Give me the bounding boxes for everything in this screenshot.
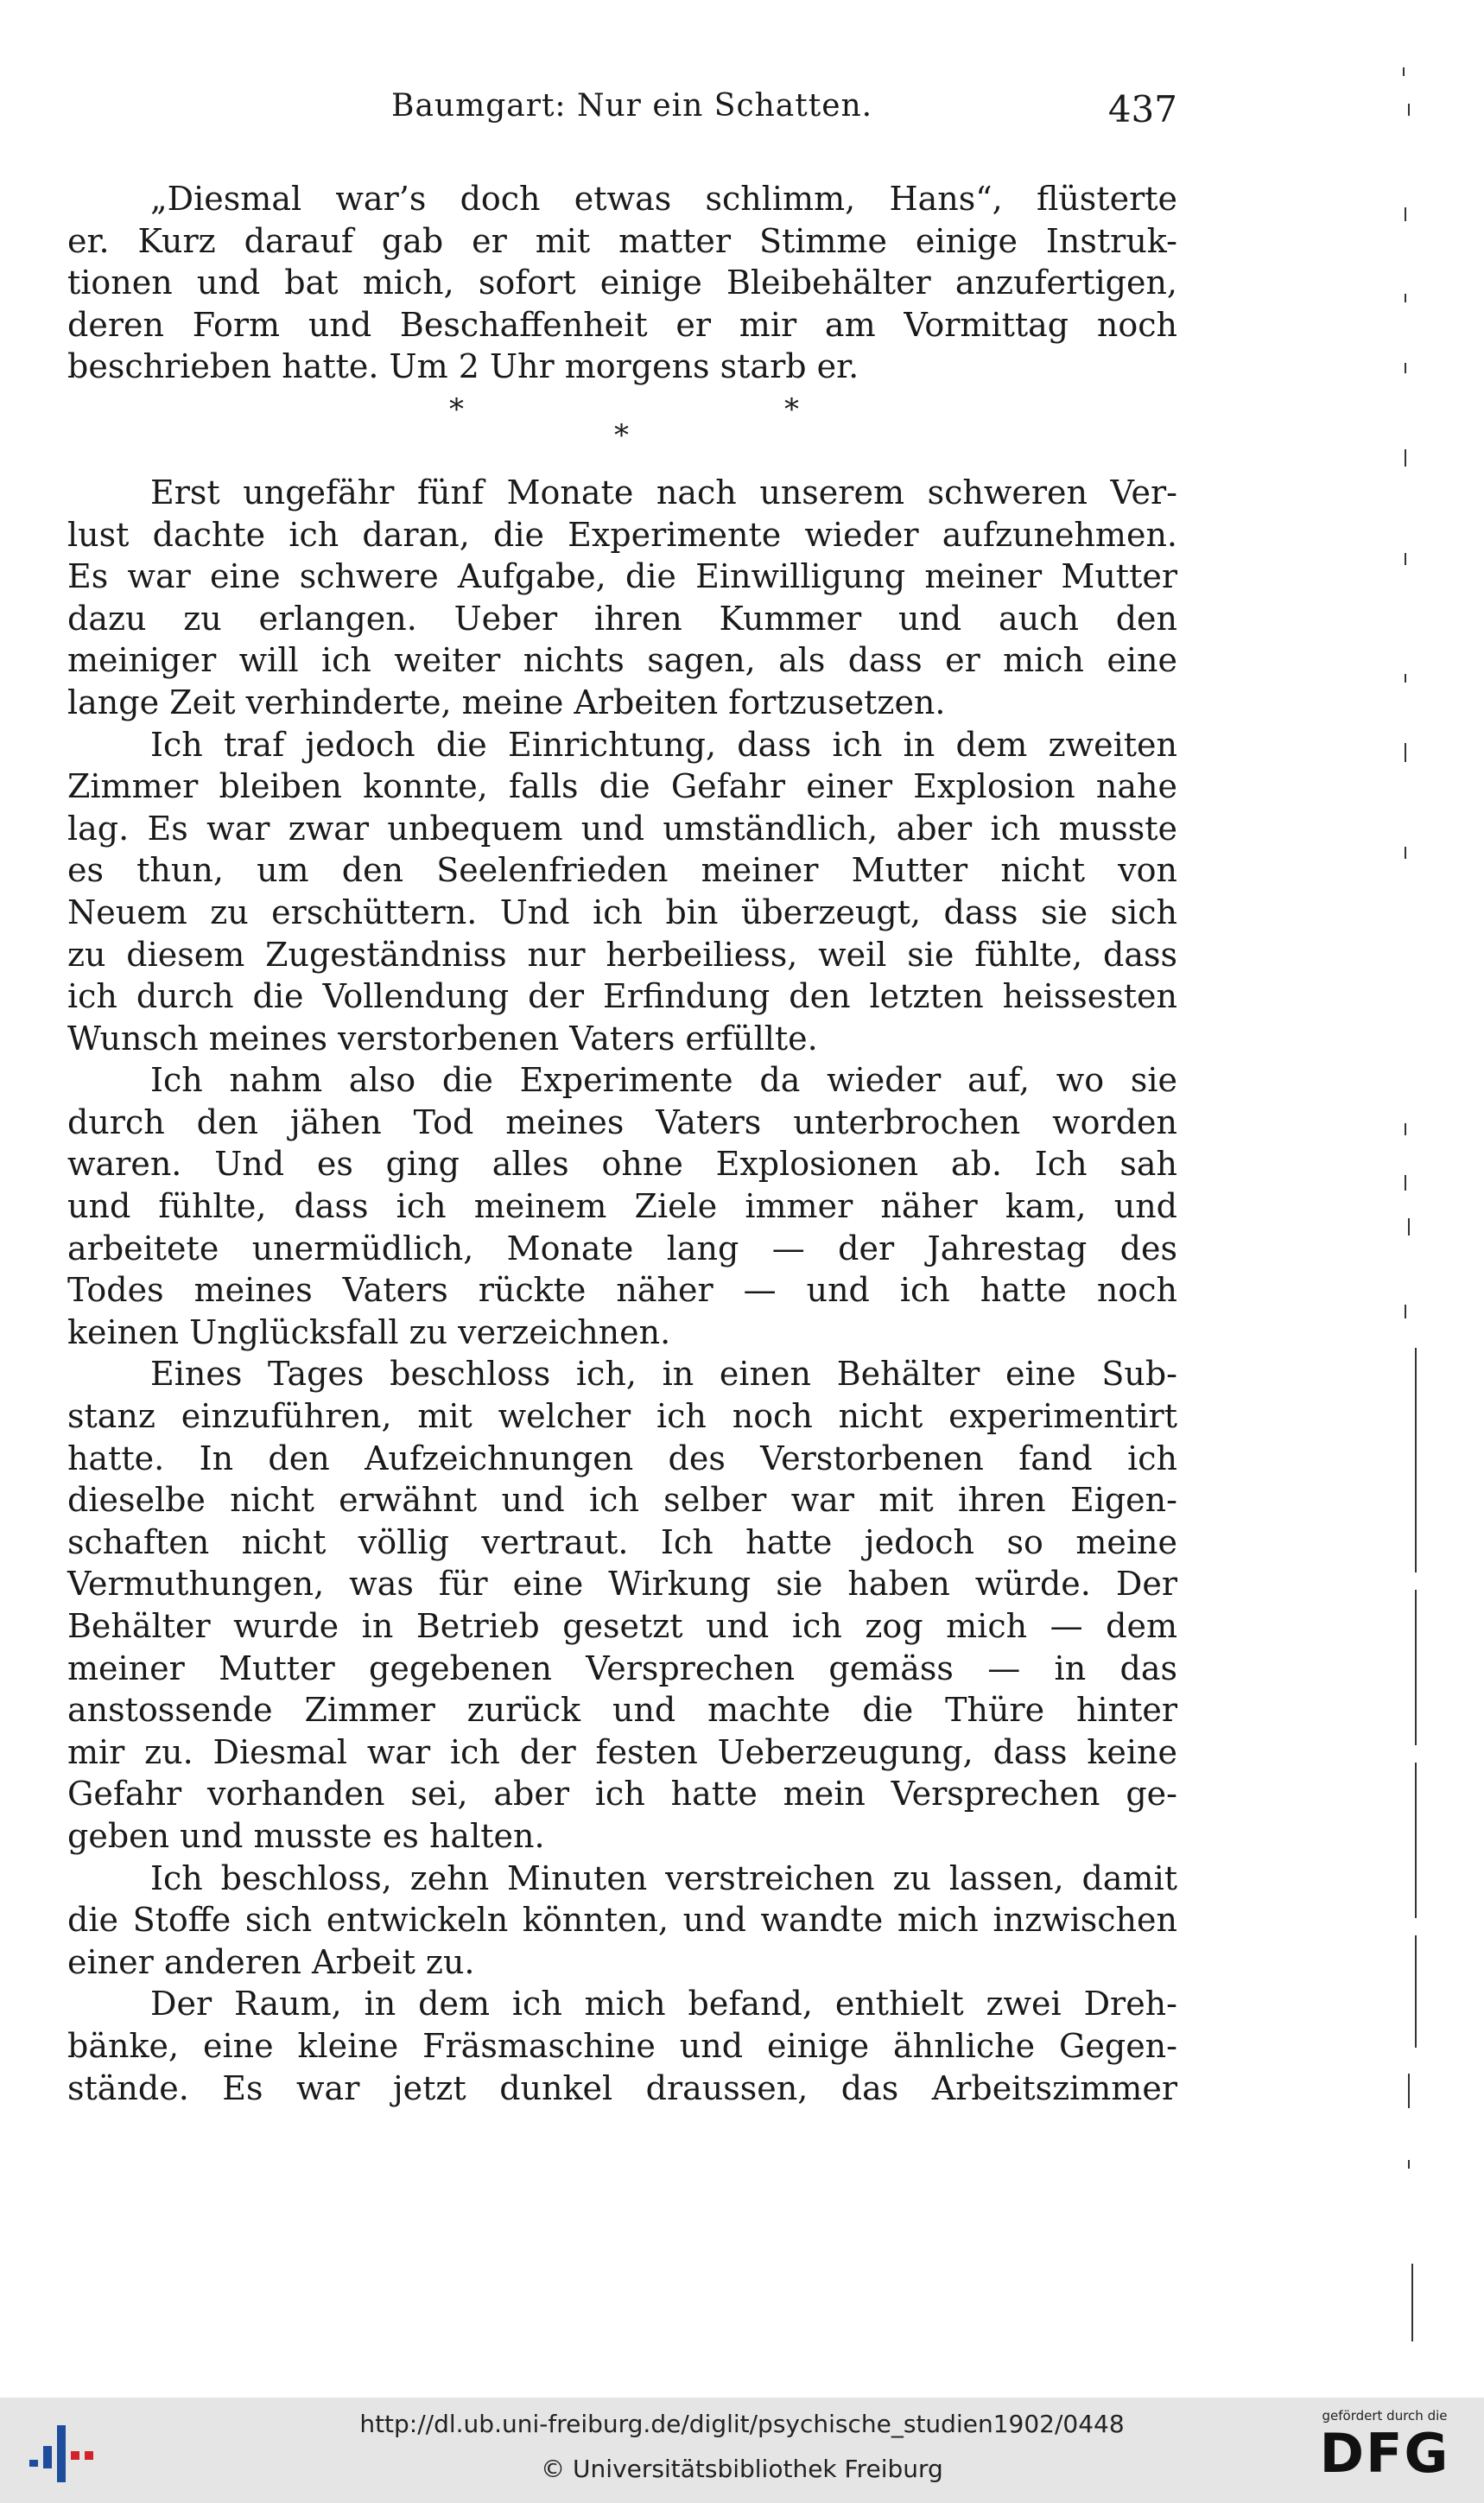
paragraph xyxy=(67,178,1177,388)
viewer-footer xyxy=(0,2398,1484,2503)
scan-mark xyxy=(1405,294,1406,302)
text-line: tionen und bat mich, sofort einige Bleibehälter anzufertigen, xyxy=(67,264,1177,302)
scan-mark xyxy=(1405,674,1406,683)
scan-mark xyxy=(1415,1935,1417,2048)
paragraph xyxy=(67,1983,1177,2109)
scan-mark xyxy=(1405,1175,1406,1191)
text-line: meiniger will ich weiter nichts sagen, als dass er mich eine xyxy=(67,641,1177,680)
text-line: meiner Mutter gegebenen Versprechen gemäss — in das xyxy=(67,1649,1177,1687)
text-line: waren. Und es ging alles ohne Explosionen ab. Ich sah xyxy=(67,1145,1177,1184)
text-line: hatte. In den Aufzeichnungen des Verstorbenen fand ich xyxy=(67,1439,1177,1477)
text-line: Es war eine schwere Aufgabe, die Einwilligung meiner Mutter xyxy=(67,557,1177,596)
text-line: Zimmer bleiben konnte, falls die Gefahr einer Explosion nahe xyxy=(67,767,1177,806)
asterisk: * xyxy=(449,391,464,427)
text-line: die Stoffe sich entwickeln könnten, und wandte mich inzwischen xyxy=(67,1901,1177,1940)
text-line: durch den jähen Tod meines Vaters unterbrochen worden xyxy=(67,1102,1177,1141)
text-line: Der Raum, in dem ich mich befand, enthielt zwei Dreh- xyxy=(150,1985,1177,2023)
paragraph xyxy=(67,1353,1177,1857)
scan-mark xyxy=(1405,553,1406,565)
text-line: Wunsch meines verstorbenen Vaters erfüllte. xyxy=(67,1019,818,1058)
scan-mark xyxy=(1405,1123,1406,1135)
scan-mark xyxy=(1405,743,1406,762)
text-line: einer anderen Arbeit zu. xyxy=(67,1942,475,1981)
text-line: „Diesmal war’s doch etwas schlimm, Hans“, flüsterte xyxy=(150,180,1177,218)
text-line: lag. Es war zwar unbequem und umständlich, aber ich musste xyxy=(67,809,1177,848)
text-line: Behälter wurde in Betrieb gesetzt und ich zog mich — dem xyxy=(67,1607,1177,1645)
text-line: Ich nahm also die Experimente da wieder auf, wo sie xyxy=(150,1061,1177,1100)
scan-mark xyxy=(1405,363,1406,373)
dfg-wordmark: DFG xyxy=(1319,2422,1450,2485)
document-url[interactable]: http://dl.ub.uni-freiburg.de/diglit/psychische_studien1902/0448 xyxy=(359,2410,1125,2438)
text-line: bänke, eine kleine Fräsmaschine und einige ähnliche Gegen- xyxy=(67,2026,1177,2065)
asterisk: * xyxy=(784,391,799,427)
text-line: Todes meines Vaters rückte näher — und ich hatte noch xyxy=(67,1271,1177,1310)
text-line: mir zu. Diesmal war ich der festen Ueberzeugung, dass keine xyxy=(67,1732,1177,1771)
scan-mark xyxy=(1408,2074,1410,2108)
text-line: arbeitete unermüdlich, Monate lang — der Jahrestag des xyxy=(67,1229,1177,1267)
text-line: stände. Es war jetzt dunkel draussen, das Arbeitszimmer xyxy=(67,2068,1177,2107)
copyright-notice: © Universitätsbibliothek Freiburg xyxy=(541,2455,943,2483)
text-line: Neuem zu erschüttern. Und ich bin überzeugt, dass sie sich xyxy=(67,893,1177,931)
body-text xyxy=(67,178,1177,2109)
text-line: geben und musste es halten. xyxy=(67,1816,545,1855)
scan-mark xyxy=(1415,1763,1417,1918)
text-line: stanz einzuführen, mit welcher ich noch nicht experimentirt xyxy=(67,1397,1177,1436)
scan-mark xyxy=(1405,449,1406,467)
text-line: Ich beschloss, zehn Minuten verstreichen zu lassen, damit xyxy=(150,1858,1177,1897)
scan-mark xyxy=(1408,2160,1410,2169)
text-line: Erst ungefähr fünf Monate nach unserem schweren Ver- xyxy=(150,473,1177,511)
dfg-logo xyxy=(1303,2408,1467,2494)
text-line: dazu zu erlangen. Ueber ihren Kummer und auch den xyxy=(67,599,1177,638)
asterisk: * xyxy=(614,417,629,453)
text-line: lange Zeit verhinderte, meine Arbeiten fortzusetzen. xyxy=(67,683,946,721)
scan-mark xyxy=(1408,104,1410,116)
scan-mark xyxy=(1405,207,1406,221)
text-line: schaften nicht völlig vertraut. Ich hatte jedoch so meine xyxy=(67,1522,1177,1561)
funding-caption: gefördert durch die xyxy=(1322,2408,1448,2424)
text-line: Eines Tages beschloss ich, in einen Behälter eine Sub- xyxy=(150,1355,1177,1394)
running-head-title: Baumgart: Nur ein Schatten. xyxy=(391,88,873,124)
text-line: keinen Unglücksfall zu verzeichnen. xyxy=(67,1312,671,1351)
text-line: deren Form und Beschaffenheit er mir am Vormittag noch xyxy=(67,305,1177,344)
text-line: er. Kurz darauf gab er mit matter Stimme einige Instruk- xyxy=(67,221,1177,260)
text-line: es thun, um den Seelenfrieden meiner Mutter nicht von xyxy=(67,851,1177,890)
paragraph xyxy=(67,1059,1177,1353)
text-line: anstossende Zimmer zurück und machte die Thüre hinter xyxy=(67,1691,1177,1730)
text-line: Vermuthungen, was für eine Wirkung sie haben würde. Der xyxy=(67,1565,1177,1604)
text-line: lust dachte ich daran, die Experimente wieder aufzunehmen. xyxy=(67,515,1177,554)
paragraph xyxy=(67,472,1177,724)
scan-edge-marks xyxy=(1382,52,1434,2350)
text-line: ich durch die Vollendung der Erfindung den letzten heissesten xyxy=(67,977,1177,1016)
text-line: Ich traf jedoch die Einrichtung, dass ich in dem zweiten xyxy=(150,725,1177,764)
paragraph xyxy=(67,724,1177,1060)
text-line: Gefahr vorhanden sei, aber ich hatte mein Versprechen ge- xyxy=(67,1775,1177,1814)
text-line: beschrieben hatte. Um 2 Uhr morgens starb er. xyxy=(67,347,859,386)
text-line: und fühlte, dass ich meinem Ziele immer näher kam, und xyxy=(67,1187,1177,1226)
scan-mark xyxy=(1405,847,1406,859)
scan-mark xyxy=(1411,2264,1413,2341)
text-line: zu diesem Zugeständniss nur herbeiliess, weil sie fühlte, dass xyxy=(67,935,1177,974)
scan-mark xyxy=(1415,1590,1417,1745)
paragraph xyxy=(67,1858,1177,1984)
scan-mark xyxy=(1405,1305,1406,1318)
scan-mark xyxy=(1403,67,1405,76)
section-separator xyxy=(67,388,1177,472)
page-number: 437 xyxy=(1107,88,1177,130)
scan-mark xyxy=(1408,1218,1410,1236)
running-head xyxy=(67,88,1177,142)
text-line: dieselbe nicht erwähnt und ich selber war mit ihren Eigen- xyxy=(67,1481,1177,1520)
scan-mark xyxy=(1415,1348,1417,1572)
